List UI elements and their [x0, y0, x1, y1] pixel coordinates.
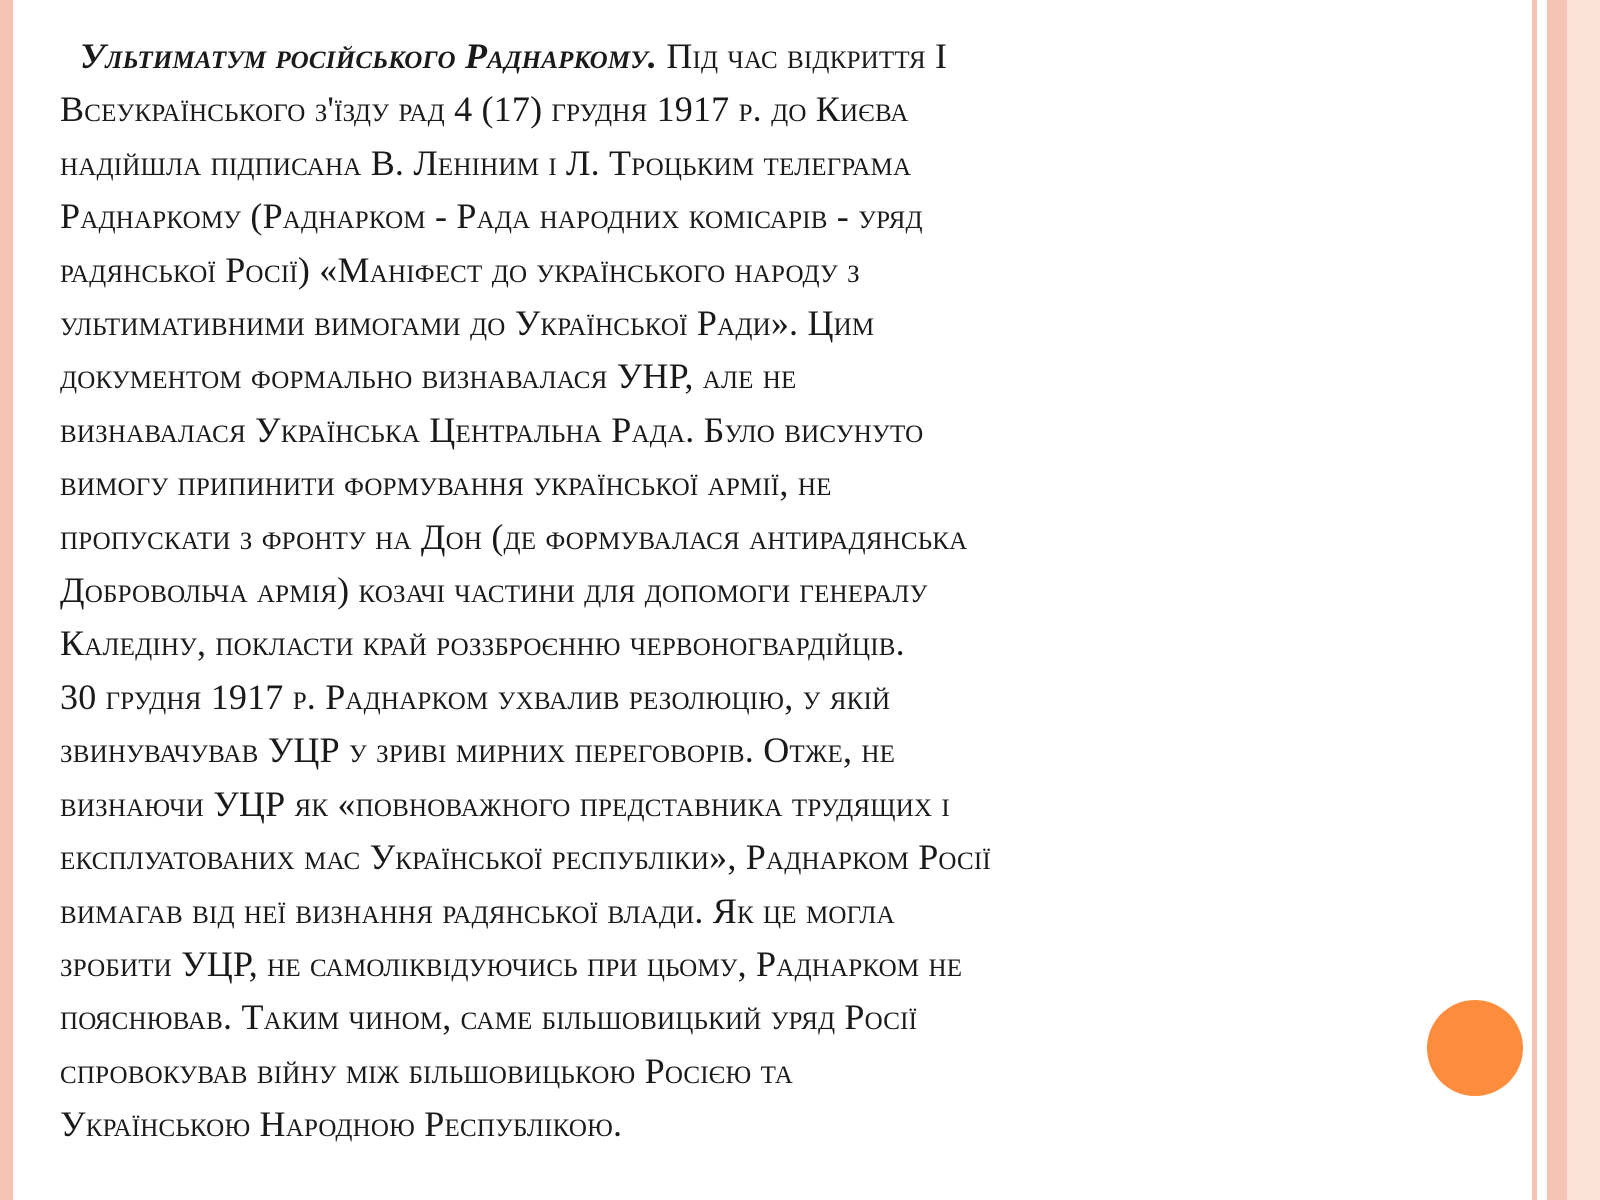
text-line: документом формально визнавалася УНР, але не: [60, 356, 797, 397]
text-line: вимагав від неї визнання радянської влади. Як це могла: [60, 890, 895, 931]
text-line: визнаючи УЦР як «повноважного представника трудящих і: [60, 783, 950, 824]
accent-circle: [1427, 1000, 1523, 1096]
slide-title: Ультиматум російського Раднаркому.: [80, 36, 658, 76]
right-border-edge: [1567, 0, 1600, 1200]
text-run: Під час відкриття I: [666, 36, 948, 76]
right-border-thick-stripe: [1547, 0, 1567, 1200]
text-line: пояснював. Таким чином, саме більшовицький уряд Росії: [60, 997, 918, 1038]
text-line: [60, 30, 1440, 83]
text-line: Каледіну, покласти край роззброєнню червоногвардійців.: [60, 623, 905, 664]
text-line: Всеукраїнського з'їзду рад 4 (17) грудня 1917 р. до Києва: [60, 89, 909, 130]
text-line: пропускати з фронту на Дон (де формувалася антирадянська: [60, 516, 968, 557]
text-line: спровокував війну між більшовицькою Росією та: [60, 1050, 794, 1091]
text-line: 30 грудня 1917 р. Раднарком ухвалив резолюцію, у якій: [60, 676, 891, 717]
left-border-stripe: [0, 0, 13, 1200]
text-line: ультимативними вимогами до Української Ради». Цим: [60, 303, 875, 344]
text-line: зробити УЦР, не самоліквідуючись при цьому, Раднарком не: [60, 943, 963, 984]
text-line: надійшла підписана В. Леніним і Л. Троцьким телеграма: [60, 142, 912, 183]
text-line: визнавалася Українська Центральна Рада. Було висунуто: [60, 409, 924, 450]
right-border-thin-stripe: [1532, 0, 1537, 1200]
text-line: вимогу припинити формування української армії, не: [60, 463, 832, 504]
text-line: Раднаркому (Раднарком - Рада народних комісарів - уряд: [60, 196, 923, 237]
text-line: радянської Росії) «Маніфест до українського народу з: [60, 249, 860, 290]
text-line: Добровольча армія) козачі частини для допомоги генералу: [60, 570, 928, 611]
text-line: Українською Народною Республікою.: [60, 1104, 623, 1145]
slide-body-text: [60, 30, 1440, 1152]
text-line: експлуатованих мас Української республіки», Раднарком Росії: [60, 837, 991, 878]
text-line: звинувачував УЦР у зриві мирних переговорів. Отже, не: [60, 730, 896, 771]
